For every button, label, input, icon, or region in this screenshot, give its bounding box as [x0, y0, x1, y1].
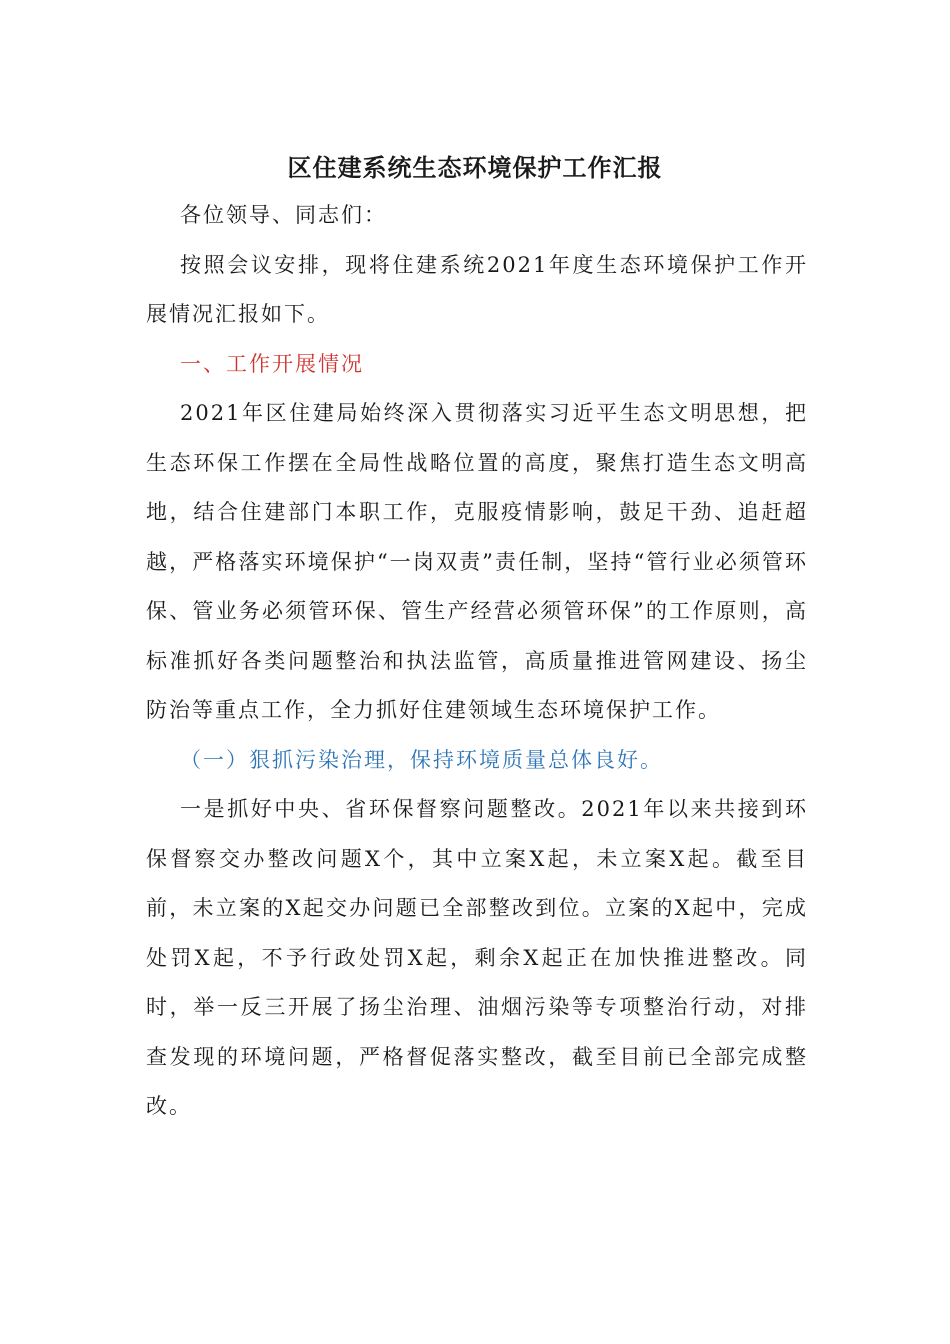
- subsection-heading: （一）狠抓污染治理，保持环境质量总体良好。: [180, 747, 663, 772]
- section-heading: 一、工作开展情况: [180, 351, 364, 376]
- subsection-paragraph: 一是抓好中央、省环保督察问题整改。2021年以来共接到环保督察交办整改问题X个，其中立案X起，未立案X起。截至目前，未立案的X起交办问题已全部整改到位。立案的X起中，完成处罚X起，不予行政处罚X起，剩余X起正在加快推进整改。同时，举一反三开展了扬尘治理、油烟污染等专项整治行动，对排查发现的环境问题，严格督促落实整改，截至目前已全部完成整改。: [146, 797, 808, 1118]
- document-title: 区住建系统生态环境保护工作汇报: [287, 154, 663, 182]
- intro-paragraph: 按照会议安排，现将住建系统2021年度生态环境保护工作开展情况汇报如下。: [146, 252, 808, 326]
- document-body: [146, 191, 808, 1132]
- section-paragraph: 2021年区住建局始终深入贯彻落实习近平生态文明思想，把生态环保工作摆在全局性战略位置的高度，聚焦打造生态文明高地，结合住建部门本职工作，克服疫情影响，鼓足干劲、追赶超越，严格落实环境保护“一岗双责”责任制，坚持“管行业必须管环保、管业务必须管环保、管生产经营必须管环保”的工作原则，高标准抓好各类问题整治和执法监管，高质量推进管网建设、扬尘防治等重点工作，全力抓好住建领域生态环境保护工作。: [146, 401, 808, 722]
- salutation: 各位领导、同志们：: [180, 203, 387, 227]
